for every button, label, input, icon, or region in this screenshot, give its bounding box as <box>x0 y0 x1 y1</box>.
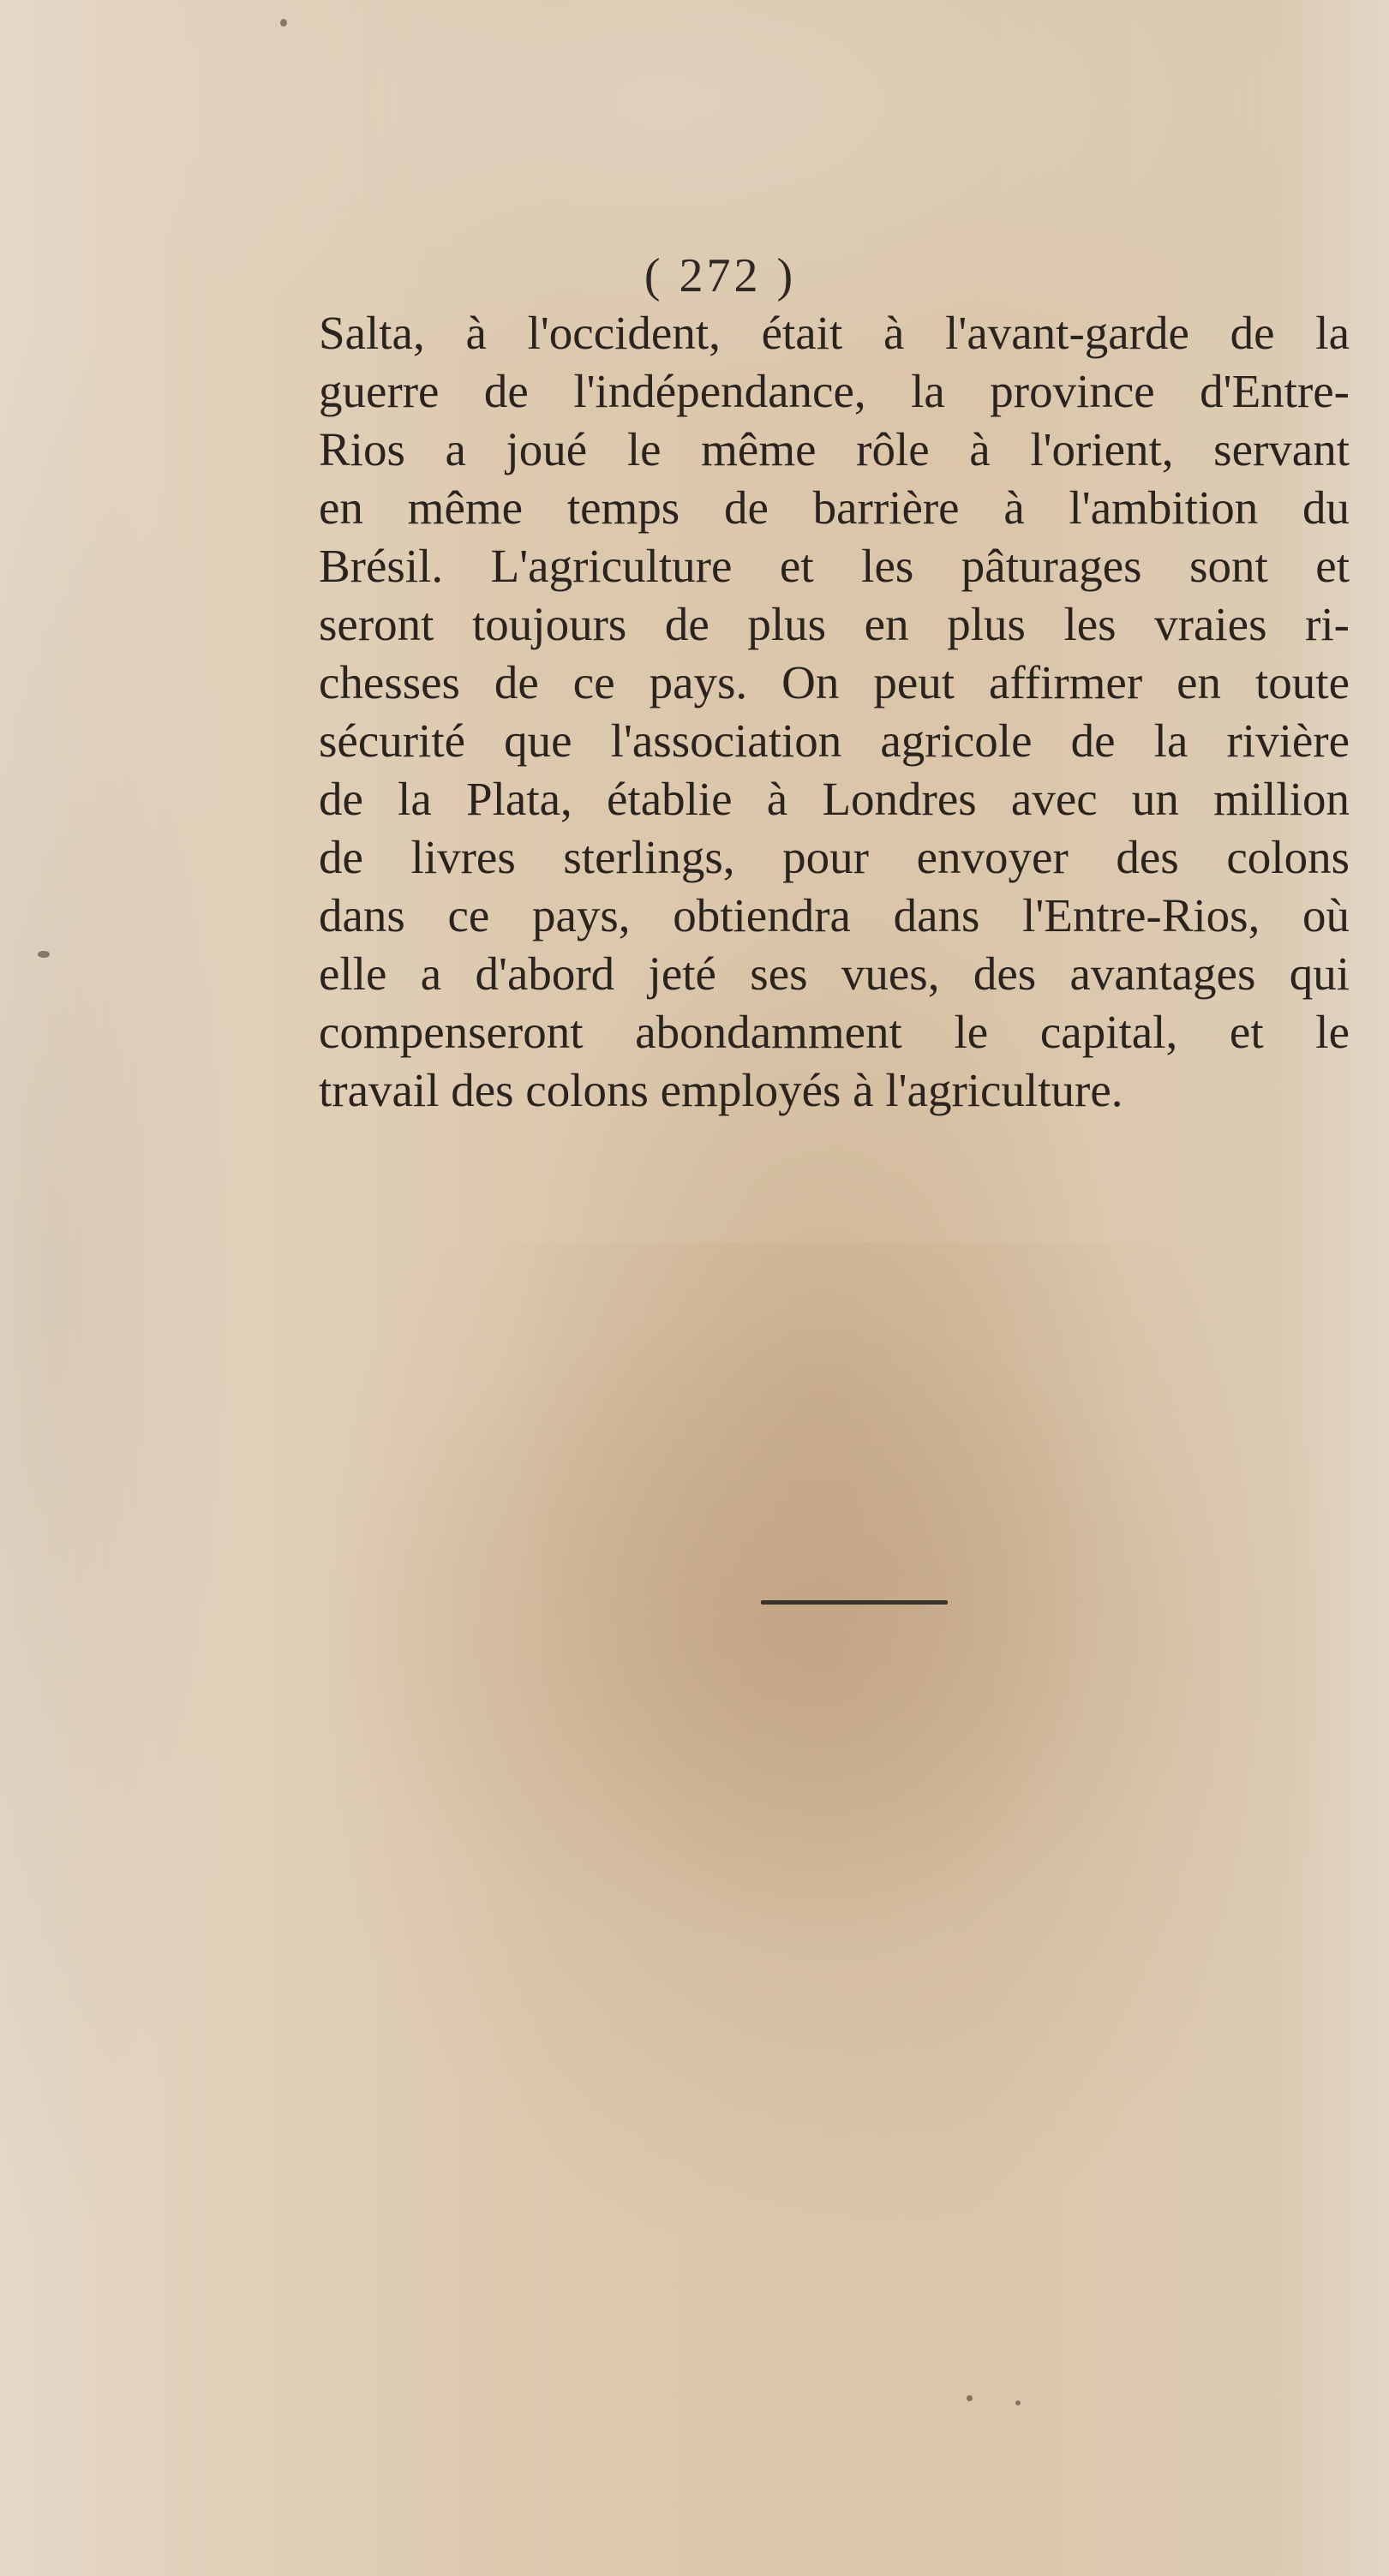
text-line: guerre de l'indépendance, la province d'Entre- <box>319 365 1350 417</box>
end-rule <box>761 1600 948 1605</box>
text-line: de la Plata, établie à Londres avec un million <box>319 773 1350 825</box>
ink-speck <box>280 19 287 27</box>
text-line: Rios a joué le même rôle à l'orient, servant <box>319 423 1350 475</box>
text-line: en même temps de barrière à l'ambition du <box>319 481 1350 534</box>
ink-speck <box>38 951 50 958</box>
text-line: sécurité que l'association agricole de la rivière <box>319 714 1350 767</box>
text-line: de livres sterlings, pour envoyer des colons <box>319 831 1350 883</box>
text-line: elle a d'abord jeté ses vues, des avantages qui <box>319 947 1350 1000</box>
text-line: Salta, à l'occident, était à l'avant-garde de la <box>319 307 1350 359</box>
paper-stain <box>291 1242 1354 2270</box>
page-number: ( 272 ) <box>644 249 797 302</box>
text-line: seront toujours de plus en plus les vraies ri- <box>319 598 1350 650</box>
text-line: chesses de ce pays. On peut affirmer en toute <box>319 656 1350 708</box>
ink-speck <box>1015 2400 1021 2406</box>
body-text <box>319 304 1350 1120</box>
text-line: compenseront abondamment le capital, et le <box>319 1006 1350 1058</box>
text-line: travail des colons employés à l'agriculture. <box>319 1064 1123 1116</box>
text-line: Brésil. L'agriculture et les pâturages sont et <box>319 540 1350 592</box>
text-line: dans ce pays, obtiendra dans l'Entre-Rios, où <box>319 889 1350 941</box>
ink-speck <box>967 2395 973 2401</box>
